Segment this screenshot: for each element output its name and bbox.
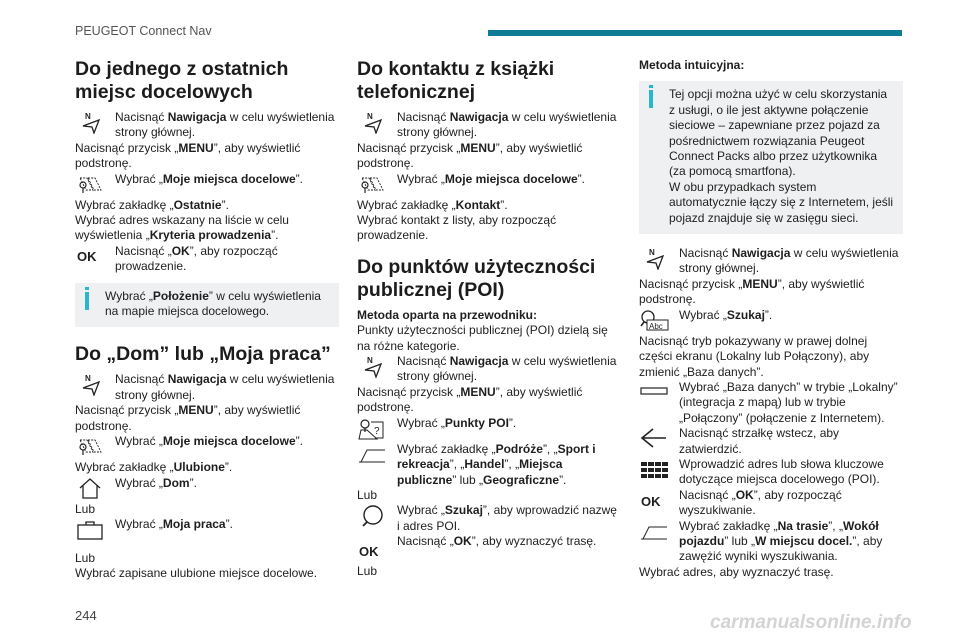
step-tab-favourites: Wybrać zakładkę „Ulubione”. [75,460,233,475]
step-work: Wybrać „Moja praca”. [75,517,339,535]
navigation-icon [639,246,669,270]
home-icon [75,476,105,500]
section-title-recent: Do jednego z ostatnich miejsc docelowych [75,58,289,103]
step-my-destinations-3: Wybrać „Moje miejsca docelowe”. [357,172,621,190]
step-my-destinations: Wybrać „Moje miejsca docelowe”. [75,172,339,190]
section-title-home-work: Do „Dom” lub „Moja praca” [75,343,331,366]
step-mode: Nacisnąć tryb pokazywany w prawej dolnej części ekranu (Lokalny lub Połączony), aby zmienić „Baza danych”. [639,333,870,379]
step-nav-3: N Nacisnąć Nawigacja w celu wyświetlenia strony głównej. [357,110,621,141]
svg-text:N: N [85,112,91,121]
step-select-route: Wybrać adres, aby wyznaczyć trasę. [639,564,834,579]
watermark: carmanualsonline.info [710,612,912,633]
step-select-contact: Wybrać kontakt z listy, aby rozpocząć prowadzenie. [357,213,557,243]
svg-text:N: N [367,112,373,121]
step-ok: OK Nacisnąć „OK”, aby rozpocząć prowadzenie. [77,243,278,274]
column-3 [639,58,903,580]
step-tab-recent: Wybrać zakładkę „Ostatnie”. [75,197,229,212]
or-text-2: Lub [75,550,96,565]
or-text: Lub [75,501,96,516]
svg-text:N: N [649,248,655,258]
map-pin-grid-icon [357,172,387,196]
poi-intro: Punkty użyteczności publicznej (POI) dzielą się na różne kategorie. [357,323,608,353]
svg-text:N: N [85,374,91,384]
navigation-icon [75,110,105,134]
step-back: Nacisnąć strzałkę wstecz, aby zatwierdzić. [639,426,903,457]
step-nav-2: N Nacisnąć Nawigacja w celu wyświetlenia strony głównej. [75,372,339,403]
step-nav-4: N Nacisnąć Nawigacja w celu wyświetlenia strony głównej. [357,354,621,385]
section-title-contact: Do kontaktu z książki telefonicznej [357,58,555,103]
navigation-icon [75,372,105,396]
tab-icon [639,519,669,543]
step-select-address: Wybrać adres wskazany na liście w celu wyświetlenia „Kryteria prowadzenia”. [75,213,289,243]
navigation-icon [357,354,387,378]
back-arrow-icon [639,426,669,450]
header-accent-bar [488,30,902,36]
page-number: 244 [75,608,97,623]
step-database: Wybrać „Baza danych” w trybie „Lokalny” (integracja z mapą) lub w trybie „Połączony” (połączenie z Internetem). [639,380,903,426]
step-result-tabs: Wybrać zakładkę „Na trasie”, „Wokół pojazdu” lub „W miejscu docel.”, aby zawężić wyniki wyszukiwania. [639,519,903,565]
step-ok-3: OK Nacisnąć „OK”, aby rozpocząć wyszukiwanie. [641,487,842,518]
info-icon [649,85,653,88]
step-menu-2: Nacisnąć przycisk „MENU”, aby wyświetlić podstronę. [75,403,301,433]
svg-text:?: ? [374,425,380,437]
step-home: Wybrać „Dom”. [75,476,339,494]
step-menu-5: Nacisnąć przycisk „MENU”, aby wyświetlić podstronę. [639,276,865,307]
column-1 [75,58,339,582]
step-search: Wybrać „Szukaj”, aby wprowadzić nazwę i adres POI. [357,503,621,534]
ok-icon: OK [641,493,661,509]
search-abc-icon: Abc [639,308,669,332]
briefcase-icon [75,517,105,541]
method-intuitive-heading: Metoda intuicyjna: [639,58,745,72]
step-poi: ? Wybrać „Punkty POI”. [357,416,621,434]
tab-icon [357,442,387,466]
step-tab-contact: Wybrać zakładkę „Kontakt”. [357,197,508,212]
search-icon [357,503,387,527]
step-ok-2: OK Nacisnąć „OK”, aby wyznaczyć trasę. [359,534,597,560]
or-text-4: Lub [357,564,378,579]
toggle-bar-icon [639,380,669,404]
column-2 [357,58,621,580]
running-header: PEUGEOT Connect Nav [75,24,212,38]
step-nav-5: N Nacisnąć Nawigacja w celu wyświetlenia strony głównej. [639,246,903,277]
method-guided-heading: Metoda oparta na przewodniku: [357,307,538,322]
or-text-3: Lub [357,487,378,502]
navigation-icon [357,110,387,134]
ok-icon: OK [359,544,379,560]
keyboard-icon [639,457,669,481]
ok-icon: OK [77,248,97,264]
step-menu-4: Nacisnąć przycisk „MENU”, aby wyświetlić podstronę. [357,384,583,415]
step-nav: N Nacisnąć Nawigacja w celu wyświetlenia strony głównej. [75,110,339,141]
svg-text:N: N [367,356,373,366]
section-title-poi: Do punktów użyteczności publicznej (POI) [357,255,596,301]
step-menu-3: Nacisnąć przycisk „MENU”, aby wyświetlić podstronę. [357,140,583,171]
info-note-2: Tej opcji można użyć w celu skorzystania z usługi, o ile jest aktywne połączenie sieciowe – zapewniane przez pojazd za pośrednictwem rozwiązania Peugeot Connect Packs albo przez użytkownika (za pomocą smartfona). W obu przypadkach system automatycznie łączy się z Internetem, jeśli pojazd znajduje się w zasięgu sieci. [639,81,903,234]
step-menu: Nacisnąć przycisk „MENU”, aby wyświetlić podstronę. [75,140,301,171]
step-poi-tabs: Wybrać zakładkę „Podróże”, „Sport i rekreacja”, „Handel”, „Miejsca publiczne” lub „Geograficzne”. [357,442,621,488]
step-search-2: Abc Wybrać „Szukaj”. [639,308,903,326]
step-select-favourite: Wybrać zapisane ulubione miejsce docelowe. [75,566,318,581]
step-my-destinations-2: Wybrać „Moje miejsca docelowe”. [75,434,339,452]
map-pin-grid-icon [75,172,105,196]
info-note: Wybrać „Położenie” w celu wyświetlenia na mapie miejsca docelowego. [75,283,339,328]
info-icon [85,287,89,290]
step-keyboard: Wprowadzić adres lub słowa kluczowe dotyczące miejsca docelowego (POI). [639,457,903,488]
poi-question-icon [357,416,387,440]
map-pin-grid-icon [75,434,105,458]
